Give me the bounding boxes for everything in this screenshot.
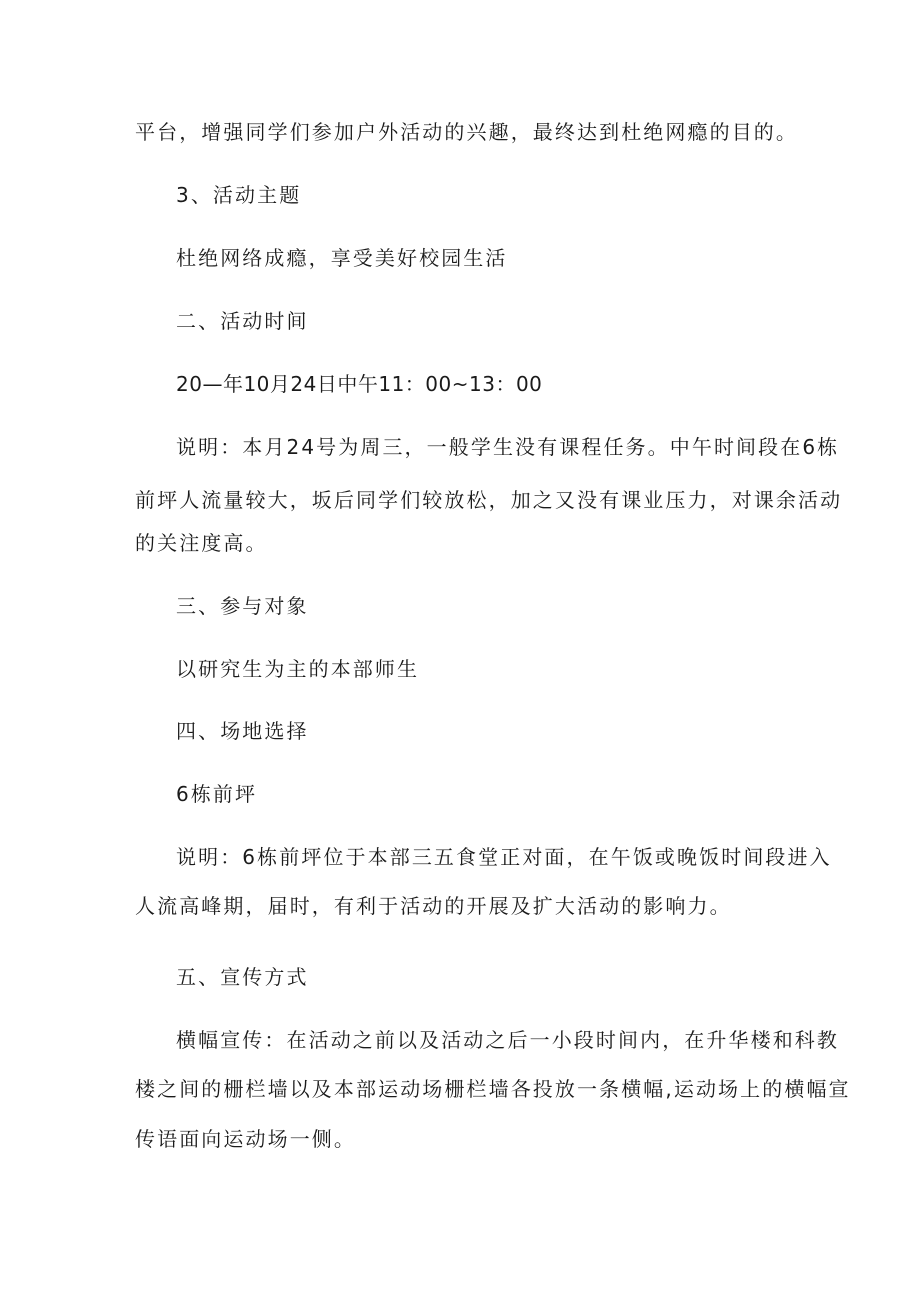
promotion-line-1: 横幅宣传：在活动之前以及活动之后一小段时间内，在升华楼和科教 [176,1028,839,1052]
venue-text: 6栋前坪 [176,782,258,806]
time-note-line-3: 的关注度高。 [135,531,268,555]
section-heading-participants: 三、参与对象 [176,594,309,618]
section-heading-activity-time: 二、活动时间 [176,309,309,333]
promotion-line-3: 传语面向运动场一侧。 [135,1127,356,1151]
paragraph-line-1: 平台，增强同学们参加户外活动的兴趣，最终达到杜绝网瘾的目的。 [135,120,798,144]
time-note-line-2: 前坪人流量较大，坂后同学们较放松，加之又没有课业压力，对课余活动 [135,488,843,512]
section-heading-venue: 四、场地选择 [176,719,309,743]
activity-theme-text: 杜绝网络成瘾，享受美好校园生活 [176,246,508,270]
participants-text: 以研究生为主的本部师生 [176,657,420,681]
promotion-line-2: 楼之间的栅栏墙以及本部运动场栅栏墙各投放一条横幅,运动场上的横幅宣 [135,1077,851,1101]
section-heading-promotion: 五、宣传方式 [176,965,309,989]
venue-note-line-2: 人流高峰期，届时，有利于活动的开展及扩大活动的影响力。 [135,894,732,918]
section-heading-activity-theme: 3、活动主题 [176,183,302,207]
time-note-line-1: 说明：本月24号为周三，一般学生没有课程任务。中午时间段在6栋 [176,435,840,459]
venue-note-line-1: 说明：6栋前坪位于本部三五食堂正对面，在午饭或晚饭时间段进入 [176,845,832,869]
activity-time-text: 20—年10月24日中午11：00~13：00 [176,372,543,396]
